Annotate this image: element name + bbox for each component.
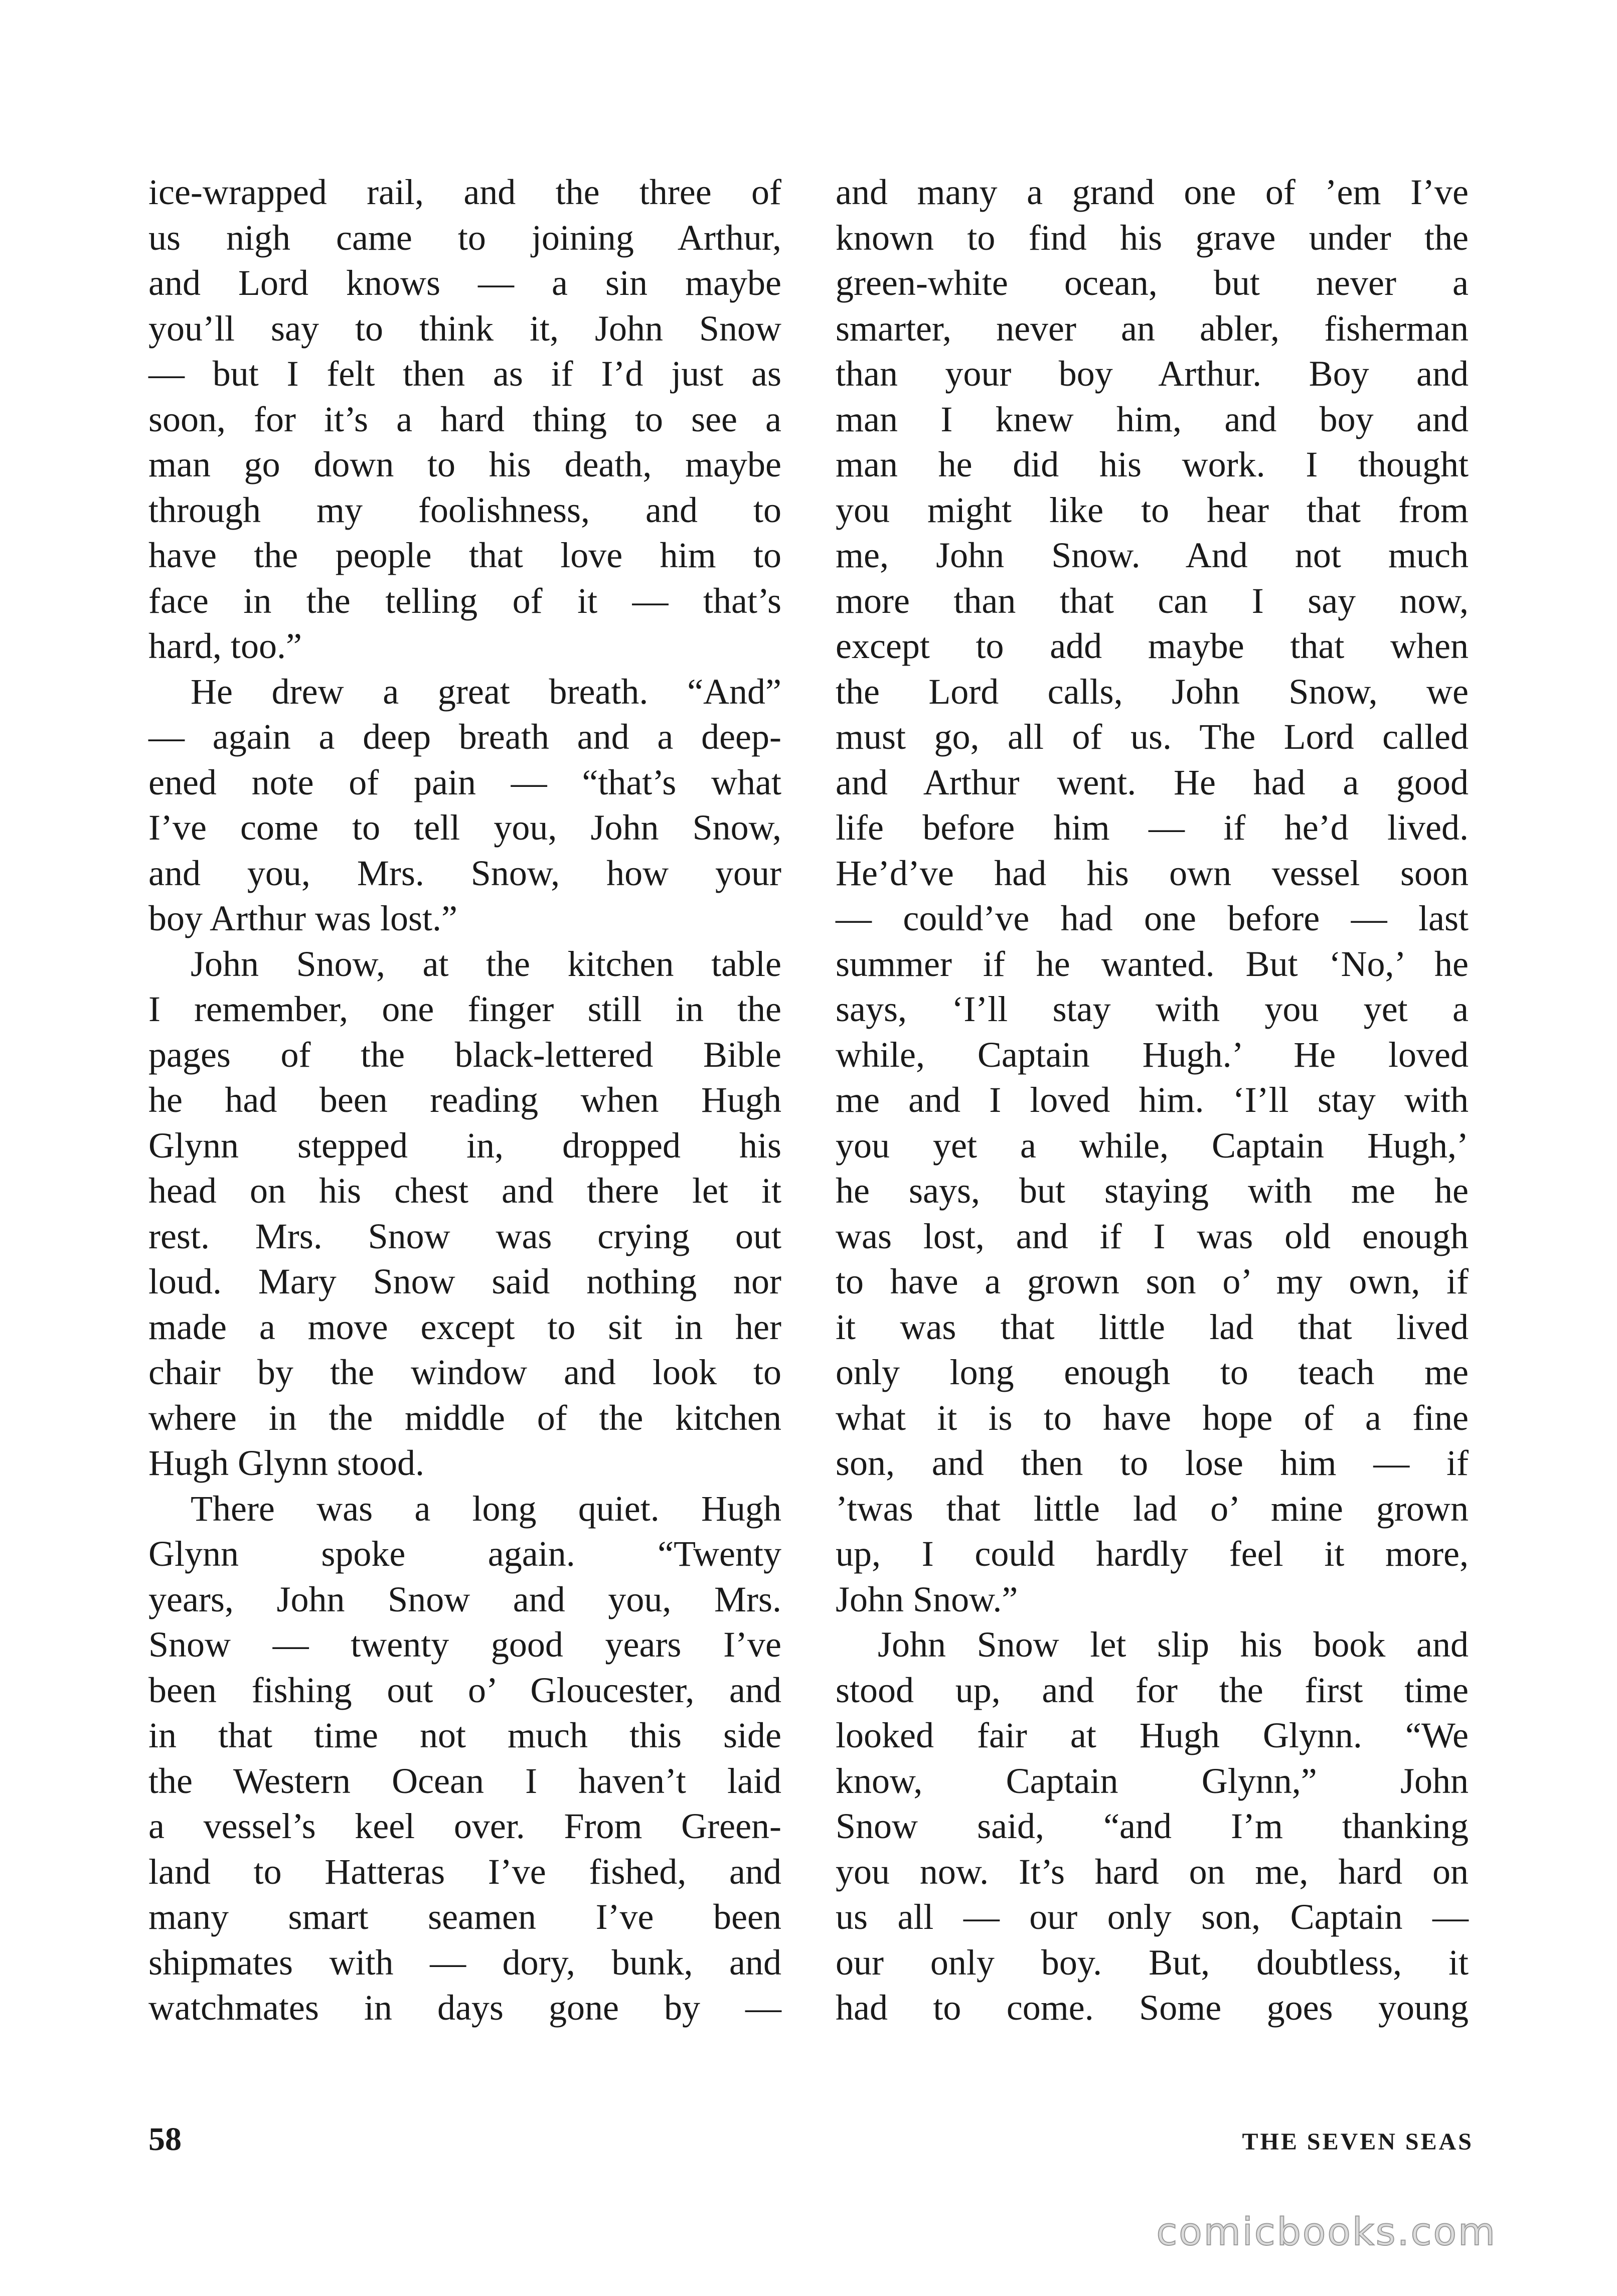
text-line: loud. Mary Snow said nothing nor [148, 1261, 781, 1301]
text-line: and many a grand one of ’em I’ve [836, 172, 1469, 212]
text-line: man I knew him, and boy and [836, 399, 1469, 439]
text-line: where in the middle of the kitchen [148, 1397, 781, 1438]
text-line: and Lord knows — a sin maybe [148, 263, 781, 303]
text-line: made a move except to sit in her [148, 1306, 781, 1347]
text-line: us all — our only son, Captain — [836, 1897, 1469, 1937]
text-line: had to come. Some goes young [836, 1988, 1469, 2028]
text-line: only long enough to teach me [836, 1352, 1469, 1392]
text-line: ice-wrapped rail, and the three of [148, 172, 781, 212]
text-line: our only boy. But, doubtless, it [836, 1942, 1469, 1983]
text-line: watchmates in days gone by — [148, 1988, 781, 2028]
text-line: He’d’ve had his own vessel soon [836, 853, 1469, 893]
text-line: summer if he wanted. But ‘No,’ he [836, 943, 1469, 984]
text-line: was lost, and if I was old enough [836, 1216, 1469, 1256]
text-line: smarter, never an abler, fisherman [836, 308, 1469, 349]
text-line: rest. Mrs. Snow was crying out [148, 1216, 781, 1256]
text-line: boy Arthur was lost.” [148, 898, 457, 938]
text-line: pages of the black-lettered Bible [148, 1034, 781, 1075]
text-line: Glynn spoke again. “Twenty [148, 1534, 781, 1574]
text-line: than your boy Arthur. Boy and [836, 354, 1469, 394]
text-line: years, John Snow and you, Mrs. [148, 1579, 781, 1619]
right-text-column [836, 170, 1469, 2031]
text-line: through my foolishness, and to [148, 489, 781, 530]
text-line: in that time not much this side [148, 1715, 781, 1755]
text-line: John Snow let slip his book and [878, 1624, 1469, 1665]
text-line: more than that can I say now, [836, 580, 1469, 621]
text-line: you yet a while, Captain Hugh,’ [836, 1125, 1469, 1166]
text-line: Glynn stepped in, dropped his [148, 1125, 781, 1166]
text-line: many smart seamen I’ve been [148, 1897, 781, 1937]
text-line: us nigh came to joining Arthur, [148, 217, 781, 258]
text-line: been fishing out o’ Gloucester, and [148, 1670, 781, 1710]
text-line: soon, for it’s a hard thing to see a [148, 399, 781, 439]
text-line: land to Hatteras I’ve fished, and [148, 1851, 781, 1892]
text-line: ’twas that little lad o’ mine grown [836, 1488, 1469, 1529]
text-line: the Lord calls, John Snow, we [836, 671, 1469, 712]
text-line: he says, but staying with me he [836, 1171, 1469, 1211]
text-line: known to find his grave under the [836, 217, 1469, 258]
magazine-title: THE SEVEN SEAS [1242, 2128, 1474, 2155]
text-line: head on his chest and there let it [148, 1171, 781, 1211]
text-line: There was a long quiet. Hugh [191, 1488, 781, 1529]
text-line: I remember, one finger still in the [148, 989, 781, 1029]
text-line: I’ve come to tell you, John Snow, [148, 807, 781, 848]
text-line: Snow said, “and I’m thanking [836, 1806, 1469, 1846]
text-line: face in the telling of it — that’s [148, 580, 781, 621]
text-line: John Snow.” [836, 1579, 1018, 1619]
text-line: green-white ocean, but never a [836, 263, 1469, 303]
text-line: hard, too.” [148, 626, 302, 666]
text-line: he had been reading when Hugh [148, 1080, 781, 1120]
text-line: shipmates with — dory, bunk, and [148, 1942, 781, 1983]
left-text-column [148, 170, 781, 2031]
text-line: Hugh Glynn stood. [148, 1443, 425, 1483]
text-line: know, Captain Glynn,” John [836, 1760, 1469, 1801]
text-line: what it is to have hope of a fine [836, 1397, 1469, 1438]
text-line: man he did his work. I thought [836, 444, 1469, 484]
text-line: a vessel’s keel over. From Green- [148, 1806, 781, 1846]
text-line: it was that little lad that lived [836, 1306, 1469, 1347]
text-line: He drew a great breath. “And” [191, 671, 781, 712]
watermark-logo: comicbooks.com [1156, 2209, 1497, 2254]
page-number: 58 [148, 2121, 182, 2158]
text-line: stood up, and for the first time [836, 1670, 1469, 1710]
text-line: looked fair at Hugh Glynn. “We [836, 1715, 1469, 1755]
text-line: to have a grown son o’ my own, if [836, 1261, 1469, 1301]
text-line: Snow — twenty good years I’ve [148, 1624, 781, 1665]
text-line: you might like to hear that from [836, 489, 1469, 530]
text-line: chair by the window and look to [148, 1352, 781, 1392]
text-line: man go down to his death, maybe [148, 444, 781, 484]
text-line: and you, Mrs. Snow, how your [148, 853, 781, 893]
text-line: says, ‘I’ll stay with you yet a [836, 989, 1469, 1029]
text-line: the Western Ocean I haven’t laid [148, 1760, 781, 1801]
text-line: while, Captain Hugh.’ He loved [836, 1034, 1469, 1075]
text-line: — could’ve had one before — last [836, 898, 1469, 938]
text-line: John Snow, at the kitchen table [191, 943, 781, 984]
text-line: son, and then to lose him — if [836, 1443, 1469, 1483]
text-line: you’ll say to think it, John Snow [148, 308, 781, 349]
text-line: have the people that love him to [148, 535, 781, 575]
text-line: me, John Snow. And not much [836, 535, 1469, 575]
text-line: you now. It’s hard on me, hard on [836, 1851, 1469, 1892]
text-line: — again a deep breath and a deep- [148, 717, 781, 757]
text-line: and Arthur went. He had a good [836, 762, 1469, 802]
text-line: must go, all of us. The Lord called [836, 717, 1469, 757]
text-line: except to add maybe that when [836, 626, 1469, 666]
text-line: — but I felt then as if I’d just as [148, 354, 781, 394]
text-line: up, I could hardly feel it more, [836, 1534, 1469, 1574]
text-line: ened note of pain — “that’s what [148, 762, 781, 802]
text-line: life before him — if he’d lived. [836, 807, 1469, 848]
text-line: me and I loved him. ‘I’ll stay with [836, 1080, 1469, 1120]
